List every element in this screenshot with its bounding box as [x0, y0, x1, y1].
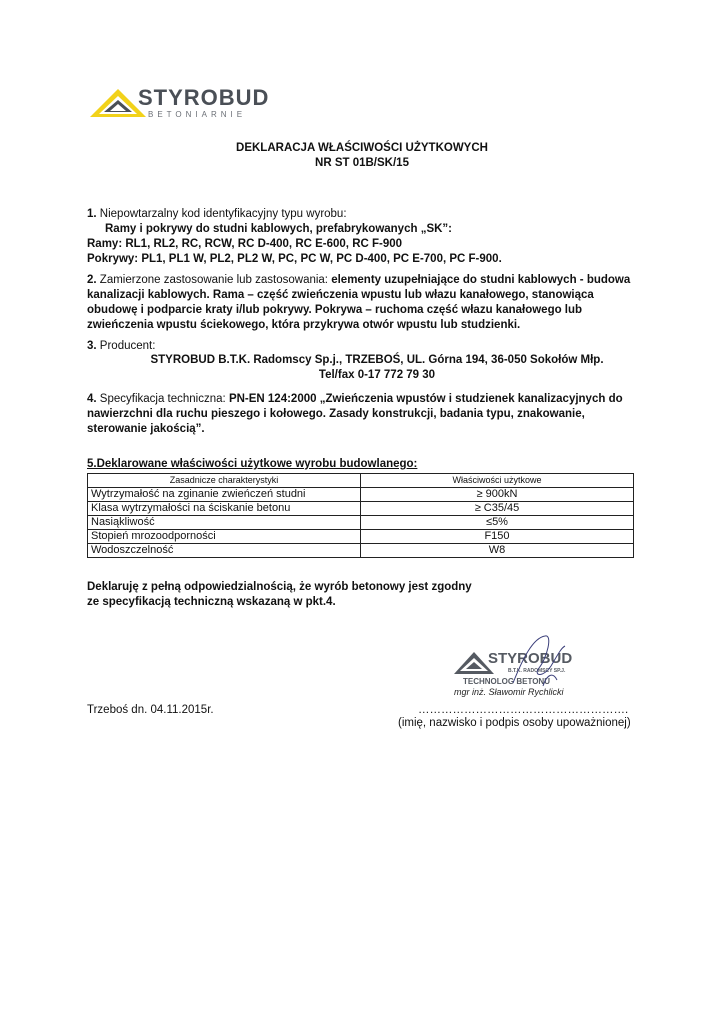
section-4	[87, 392, 647, 437]
section-1-frames: Ramy: RL1, RL2, RC, RCW, RC D-400, RC E-600, RC F-900	[87, 238, 403, 250]
stamp-signer-name: mgr inż. Sławomir Rychlicki	[454, 687, 564, 697]
row-characteristic: Nasiąkliwość	[88, 516, 361, 530]
table-row	[88, 516, 634, 530]
title-line-1: DEKLARACJA WŁAŚCIWOŚCI UŻYTKOWYCH	[236, 142, 488, 154]
company-logo	[88, 85, 270, 125]
producer-address	[87, 353, 667, 383]
table-row	[88, 488, 634, 502]
signature-caption: (imię, nazwisko i podpis osoby upoważnionej)	[398, 717, 631, 729]
section-2-number: 2.	[87, 274, 97, 286]
table-row	[88, 544, 634, 558]
section-1	[87, 207, 647, 267]
section-1-covers: Pokrywy: PL1, PL1 W, PL2, PL2 W, PC, PC W, PC D-400, PC E-700, PC F-900.	[87, 253, 502, 265]
section-1-label: Niepowtarzalny kod identyfikacyjny typu wyrobu:	[99, 208, 347, 220]
row-characteristic: Wodoszczelność	[88, 544, 361, 558]
section-1-number: 1.	[87, 208, 97, 220]
section-5-heading: 5.Deklarowane właściwości użytkowe wyrobu budowlanego:	[87, 458, 418, 470]
row-value: ≥ 900kN	[361, 488, 634, 502]
row-value: F150	[361, 530, 634, 544]
column-header-characteristics: Zasadnicze charakterystyki	[88, 474, 361, 488]
section-3	[87, 339, 647, 354]
handwritten-signature-icon	[503, 628, 583, 698]
producer-phone: Tel/fax 0-17 772 79 30	[318, 369, 436, 381]
column-header-performance: Właściwości użytkowe	[361, 474, 634, 488]
section-4-text-2: nawierzchni dla ruchu pieszego i kołowego. Zasady konstrukcji, badania typu, znakowanie,	[87, 408, 585, 420]
declaration-statement	[87, 580, 647, 610]
section-4-label: Specyfikacja techniczna:	[99, 393, 226, 405]
place-and-date: Trzeboś dn. 04.11.2015r.	[87, 704, 214, 716]
table-header-row	[88, 474, 634, 488]
signature-line: ……………………………………………….	[418, 704, 629, 716]
row-value: W8	[361, 544, 634, 558]
section-2	[87, 273, 647, 333]
declaration-line-1: Deklaruję z pełną odpowiedzialnością, że wyrób betonowy jest zgodny	[87, 581, 472, 593]
row-value: ≤5%	[361, 516, 634, 530]
section-2-text-1: elementy uzupełniające do studni kablowych - budowa	[331, 274, 631, 286]
table-row	[88, 530, 634, 544]
row-characteristic: Stopień mrozoodporności	[88, 530, 361, 544]
section-3-label: Producent:	[99, 340, 156, 352]
document-title	[0, 141, 724, 171]
row-value: ≥ C35/45	[361, 502, 634, 516]
row-characteristic: Klasa wytrzymałości na ściskanie betonu	[88, 502, 361, 516]
section-2-text-4: zwieńczenia wpustu ściekowego, która przykrywa otwór wpustu lub studzienki.	[87, 319, 521, 331]
company-stamp	[448, 640, 628, 700]
row-characteristic: Wytrzymałość na zginanie zwieńczeń studni	[88, 488, 361, 502]
section-3-number: 3.	[87, 340, 97, 352]
properties-table	[87, 473, 634, 558]
section-2-label: Zamierzone zastosowanie lub zastosowania:	[99, 274, 328, 286]
section-1-product: Ramy i pokrywy do studni kablowych, prefabrykowanych „SK”:	[105, 223, 452, 235]
logo-subtitle: BETONIARNIE	[148, 110, 247, 119]
producer-line-1: STYROBUD B.T.K. Radomscy Sp.j., TRZEBOŚ, UL. Górna 194, 36-050 Sokołów Młp.	[150, 354, 604, 366]
stamp-subtitle: B.T.K. RADOMSCY SP.J.	[508, 668, 566, 674]
table-row	[88, 502, 634, 516]
stamp-company: STYROBUD	[488, 650, 573, 667]
section-2-text-3: obudowę i podparcie kraty i/lub pokrywy. Pokrywa – ruchoma część włazu kanałowego lub	[87, 304, 583, 316]
stamp-role: TECHNOLOG BETONU	[463, 677, 550, 686]
declaration-line-2: ze specyfikacją techniczną wskazaną w pkt.4.	[87, 596, 336, 608]
section-4-text-1: PN-EN 124:2000 „Zwieńczenia wpustów i studzienek kanalizacyjnych do	[228, 393, 623, 405]
logo-name: STYROBUD	[138, 85, 270, 110]
section-4-number: 4.	[87, 393, 97, 405]
section-2-text-2: kanalizacji kablowych. Rama – część zwieńczenia wpustu lub włazu kanałowego, stanowiąca	[87, 289, 594, 301]
section-4-text-3: sterowanie jakością”.	[87, 423, 205, 435]
title-line-2: NR ST 01B/SK/15	[315, 157, 409, 169]
